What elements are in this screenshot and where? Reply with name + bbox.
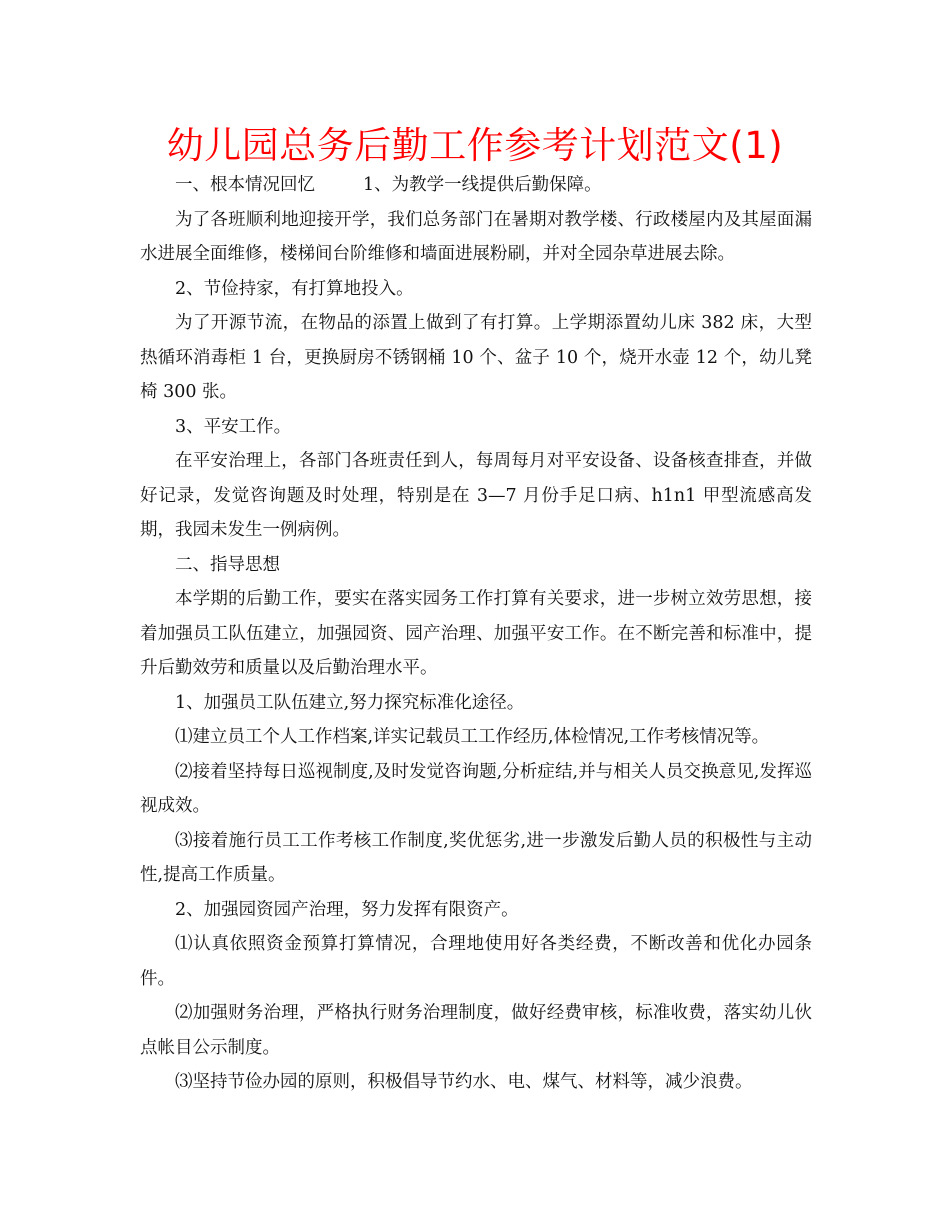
- paragraph: ⑶接着施行员工工作考核工作制度,奖优惩劣,进一步激发后勤人员的积极性与主动性,提高工作质量。: [140, 830, 812, 885]
- paragraph: 3、平安工作。: [175, 416, 292, 437]
- paragraph: 2、节俭持家，有打算地投入。: [175, 278, 414, 299]
- paragraph: ⑶坚持节俭办园的原则，积极倡导节约水、电、煤气、材料等，减少浪费。: [175, 1072, 753, 1092]
- paragraph: 2、加强园资园产治理，努力发挥有限资产。: [175, 899, 519, 920]
- paragraph: ⑵接着坚持每日巡视制度,及时发觉咨询题,分析症结,并与相关人员交换意见,发挥巡视成效。: [140, 761, 812, 816]
- document-title: 幼儿园总务后勤工作参考计划范文(1): [166, 124, 784, 167]
- subheading-teaching-support: 1、为教学一线提供后勤保障。: [363, 175, 602, 195]
- paragraph: 二、指导思想: [175, 554, 280, 575]
- paragraph: ⑵加强财务治理，严格执行财务治理制度，做好经费审核，标准收费，落实幼儿伙点帐目公示制度。: [140, 1003, 812, 1058]
- paragraph: 为了各班顺利地迎接开学，我们总务部门在暑期对教学楼、行政楼屋内及其屋面漏水进展全面维修，楼梯间台阶维修和墙面进展粉刷，并对全园杂草进展去除。: [140, 209, 812, 264]
- paragraph: 1、加强员工队伍建立,努力探究标准化途径。: [175, 692, 525, 713]
- intro-heading-line: [140, 168, 812, 203]
- section-heading-basic-situation: 一、根本情况回忆: [175, 175, 315, 195]
- document-body: [140, 168, 812, 1100]
- paragraph: ⑴认真依照资金预算打算情况，合理地使用好各类经费，不断改善和优化办园条件。: [140, 934, 812, 989]
- paragraph: ⑴建立员工个人工作档案,详实记载员工工作经历,体检情况,工作考核情况等。: [175, 727, 770, 747]
- paragraph: 在平安治理上，各部门各班责任到人，每周每月对平安设备、设备核查排查，并做好记录，发觉咨询题及时处理，特别是在 3—7 月份手足口病、h1n1 甲型流感高发期，我园未发生一例病例。: [140, 451, 812, 540]
- paragraph: 为了开源节流，在物品的添置上做到了有打算。上学期添置幼儿床 382 床，大型热循环消毒柜 1 台，更换厨房不锈钢桶 10 个、盆子 10 个，烧开水壶 12 个，幼儿凳椅 300 张。: [140, 313, 812, 402]
- paragraph: 本学期的后勤工作，要实在落实园务工作打算有关要求，进一步树立效劳思想，接着加强员工队伍建立，加强园资、园产治理、加强平安工作。在不断完善和标准中，提升后勤效劳和质量以及后勤治理水平。: [140, 589, 812, 678]
